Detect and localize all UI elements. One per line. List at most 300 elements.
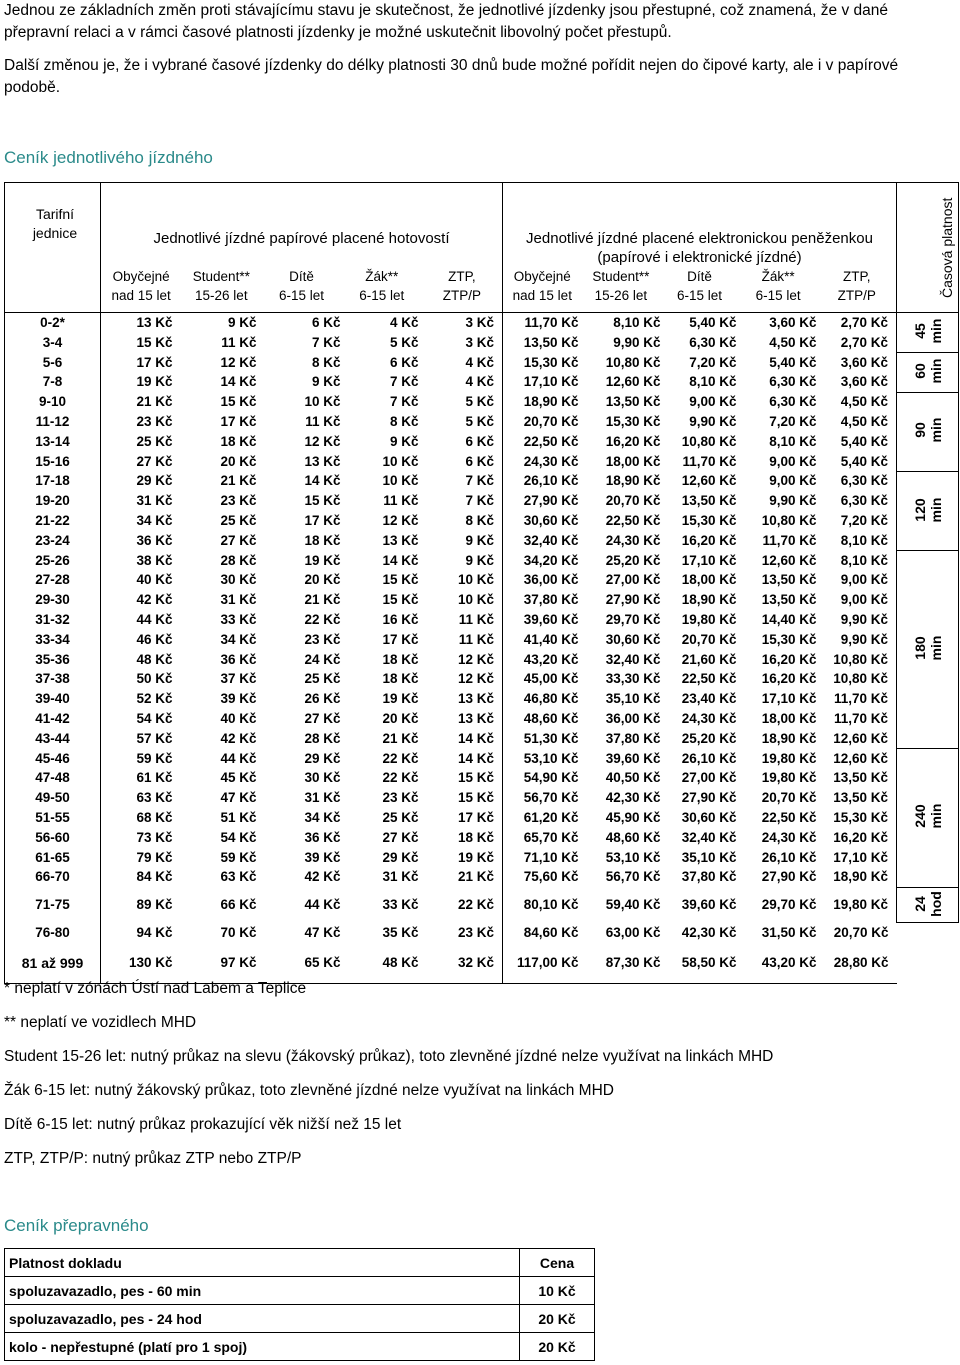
electronic-price-cell: 9,90 Kč [840, 611, 889, 627]
electronic-price-cell: 17,10 Kč [523, 374, 579, 390]
electronic-price-cell: 8,10 Kč [769, 433, 817, 449]
paper-price-cell: 61 Kč [136, 770, 173, 786]
fare-row [5, 887, 959, 923]
paper-price-cell: 31 Kč [382, 869, 419, 885]
paper-price-cell: 50 Kč [136, 671, 173, 687]
paper-price-cell: 48 Kč [349, 943, 427, 984]
fare-row [5, 432, 959, 452]
paper-price-cell: 6 Kč [311, 315, 341, 330]
electronic-price-cell: 19,80 Kč [761, 750, 817, 766]
fare-row [5, 551, 959, 571]
electronic-price-cell: 35,10 Kč [605, 691, 661, 707]
category-age: ZTP/P [442, 288, 482, 303]
paper-price-cell: 21 Kč [427, 867, 503, 887]
note-student: Student 15-26 let: nutný průkaz na slevu (žákovský průkaz), toto zlevněné jízdné nelze využívat na linkách MHD [4, 1048, 774, 1066]
fare-row [5, 689, 959, 709]
electronic-price-cell: 12,60 Kč [833, 730, 889, 746]
electronic-price-cell: 53,10 Kč [523, 750, 579, 766]
category-header [181, 267, 261, 305]
intro-paragraph-1: Jednou ze základních změn proti stávajícímu stavu je skutečnost, že jednotlivé jízdenky jsou přestupné, což znamená, že v dané přepravní relaci a v rámci časové platnosti jízdenky je možné uskutečnit libovolný počet přestupů. [4, 2, 888, 41]
paper-price-cell: 9 Kč [227, 315, 257, 330]
paper-price-cell: 29 Kč [304, 750, 341, 766]
electronic-price-cell: 25,20 Kč [605, 552, 661, 568]
paper-price-cell: 9 Kč [311, 374, 341, 390]
paper-price-cell: 57 Kč [136, 730, 173, 746]
category-header [101, 267, 181, 305]
paper-price-cell: 25 Kč [136, 433, 173, 449]
electronic-price-cell: 27,90 Kč [523, 493, 579, 509]
paper-price-cell: 10 Kč [427, 590, 503, 610]
paper-price-cell: 9 Kč [427, 551, 503, 571]
electronic-price-cell: 36,00 Kč [605, 710, 661, 726]
category-header [582, 267, 661, 305]
electronic-price-cell: 11,70 Kč [762, 532, 817, 548]
electronic-price-cell: 6,30 Kč [769, 374, 817, 390]
zone-cell: 61-65 [5, 848, 101, 868]
electronic-price-cell: 5,40 Kč [840, 433, 889, 449]
zone-cell: 27-28 [5, 570, 101, 590]
fare-row [5, 630, 959, 650]
electronic-price-cell: 11,70 Kč [682, 453, 737, 469]
paper-price-cell: 7 Kč [311, 334, 341, 350]
zone-cell: 47-48 [5, 768, 101, 788]
zone-cell: 23-24 [5, 531, 101, 551]
electronic-price-cell: 6,30 Kč [840, 493, 889, 509]
validity-label: 90 min [911, 417, 944, 443]
electronic-price-cell: 37,80 Kč [523, 592, 579, 608]
fare-row [5, 749, 959, 769]
electronic-price-cell: 56,70 Kč [523, 790, 579, 806]
electronic-price-cell: 9,00 Kč [840, 592, 889, 608]
paper-price-cell: 22 Kč [382, 770, 419, 786]
electronic-price-cell: 51,30 Kč [523, 730, 579, 746]
luggage-header-price: Cena [520, 1249, 595, 1277]
category-header [660, 267, 739, 305]
fare-row [5, 729, 959, 749]
paper-price-cell: 13 Kč [427, 709, 503, 729]
electronic-price-cell: 65,70 Kč [523, 829, 579, 845]
electronic-price-cell: 27,90 Kč [681, 790, 737, 806]
luggage-row [5, 1333, 595, 1361]
category-header [342, 267, 422, 305]
electronic-price-cell: 29,70 Kč [761, 897, 817, 913]
paper-price-cell: 11 Kč [383, 493, 419, 509]
electronic-price-cell: 2,70 Kč [840, 315, 889, 330]
electronic-price-cell: 71,10 Kč [523, 849, 579, 865]
electronic-price-cell: 34,20 Kč [523, 552, 579, 568]
paper-price-cell: 16 Kč [382, 611, 419, 627]
electronic-price-cell: 23,40 Kč [681, 691, 737, 707]
electronic-price-cell: 8,10 Kč [689, 374, 737, 390]
electronic-price-cell: 20,70 Kč [605, 493, 661, 509]
fare-row [5, 511, 959, 531]
electronic-price-cell: 18,00 Kč [605, 453, 661, 469]
paper-price-cell: 8 Kč [311, 354, 341, 370]
electronic-price-cell: 56,70 Kč [605, 869, 661, 885]
electronic-price-cell: 58,50 Kč [669, 943, 745, 984]
electronic-price-cell: 26,10 Kč [761, 849, 817, 865]
paper-price-cell: 30 Kč [304, 770, 341, 786]
electronic-price-cell: 11,70 Kč [524, 315, 579, 330]
paper-price-cell: 130 Kč [101, 943, 181, 984]
electronic-price-cell: 40,50 Kč [605, 770, 661, 786]
paper-price-cell: 32 Kč [427, 943, 503, 984]
electronic-price-cell: 13,50 Kč [681, 493, 737, 509]
paper-price-cell: 12 Kč [304, 433, 341, 449]
paper-price-cell: 47 Kč [220, 790, 257, 806]
electronic-price-cell: 4,50 Kč [769, 334, 817, 350]
paper-price-cell: 48 Kč [136, 651, 173, 667]
electronic-price-cell: 10,80 Kč [833, 671, 889, 687]
note-mhd: ** neplatí ve vozidlech MHD [4, 1014, 197, 1032]
electronic-price-cell: 10,80 Kč [833, 651, 889, 667]
paper-price-cell: 19 Kč [382, 691, 419, 707]
electronic-price-cell: 10,80 Kč [605, 354, 661, 370]
electronic-price-cell: 37,80 Kč [605, 730, 661, 746]
paper-price-cell: 15 Kč [136, 334, 173, 350]
paper-price-cell: 20 Kč [382, 710, 419, 726]
paper-price-cell: 22 Kč [382, 750, 419, 766]
zone-cell: 29-30 [5, 590, 101, 610]
paper-price-cell: 36 Kč [304, 829, 341, 845]
luggage-header-item: Platnost dokladu [5, 1249, 520, 1277]
electronic-price-cell: 18,90 Kč [833, 869, 889, 885]
electronic-price-cell: 22,50 Kč [523, 433, 579, 449]
note-zak: Žák 6-15 let: nutný žákovský průkaz, toto zlevněné jízdné nelze využívat na linkách MHD [4, 1082, 614, 1100]
electronic-price-cell: 28,80 Kč [825, 943, 897, 984]
electronic-price-cell: 7,20 Kč [769, 413, 817, 429]
paper-price-cell: 26 Kč [304, 691, 341, 707]
electronic-price-cell: 36,00 Kč [523, 572, 579, 588]
category-header [422, 267, 502, 305]
electronic-price-cell: 9,00 Kč [689, 394, 737, 410]
fare-row [5, 570, 959, 590]
validity-cell [897, 353, 959, 393]
paper-price-cell: 8 Kč [389, 413, 419, 429]
luggage-item: spoluzavazadlo, pes - 60 min [5, 1277, 520, 1305]
paper-price-cell: 9 Kč [427, 531, 503, 551]
paper-price-cell: 25 Kč [382, 809, 419, 825]
paper-price-cell: 31 Kč [304, 790, 341, 806]
electronic-price-cell: 7,20 Kč [840, 512, 889, 528]
electronic-price-cell: 15,30 Kč [681, 512, 737, 528]
paper-price-cell: 20 Kč [304, 572, 341, 588]
zone-cell: 25-26 [5, 551, 101, 571]
paper-price-cell: 34 Kč [220, 631, 257, 647]
electronic-price-cell: 18,00 Kč [761, 710, 817, 726]
paper-price-cell: 13 Kč [136, 315, 173, 330]
zone-cell: 11-12 [5, 412, 101, 432]
paper-price-cell: 3 Kč [427, 313, 503, 333]
luggage-row [5, 1305, 595, 1333]
luggage-price: 10 Kč [520, 1277, 595, 1305]
electronic-price-cell: 20,70 Kč [761, 790, 817, 806]
paper-price-cell: 15 Kč [220, 394, 257, 410]
category-header [817, 267, 896, 305]
paper-price-cell: 73 Kč [136, 829, 173, 845]
paper-price-cell: 9 Kč [389, 433, 419, 449]
paper-price-cell: 28 Kč [220, 552, 257, 568]
validity-label: 240 min [911, 803, 944, 829]
paper-price-cell: 18 Kč [304, 532, 341, 548]
electronic-price-cell: 45,90 Kč [605, 809, 661, 825]
paper-price-cell: 22 Kč [427, 887, 503, 923]
electronic-price-cell: 12,60 Kč [681, 473, 737, 489]
fare-row [5, 848, 959, 868]
fare-row [5, 709, 959, 729]
zone-cell: 66-70 [5, 867, 101, 887]
zone-cell: 3-4 [5, 333, 101, 353]
electronic-price-cell: 24,30 Kč [761, 829, 817, 845]
paper-price-cell: 21 Kč [304, 592, 341, 608]
fare-section-title: Ceník jednotlivého jízdného [4, 148, 213, 167]
electronic-price-cell: 16,20 Kč [833, 829, 889, 845]
electronic-price-cell: 20,70 Kč [523, 413, 579, 429]
paper-price-cell: 39 Kč [220, 691, 257, 707]
paper-price-cell: 5 Kč [427, 412, 503, 432]
paper-price-cell: 18 Kč [427, 828, 503, 848]
paper-price-cell: 17 Kč [136, 354, 173, 370]
paper-price-cell: 94 Kč [136, 924, 173, 940]
fare-row [5, 610, 959, 630]
electronic-price-cell: 20,70 Kč [681, 631, 737, 647]
paper-price-cell: 27 Kč [220, 532, 257, 548]
electronic-price-cell: 42,30 Kč [605, 790, 661, 806]
category-name: Dítě [687, 269, 712, 284]
paper-price-cell: 4 Kč [427, 372, 503, 392]
electronic-price-cell: 21,60 Kč [681, 651, 737, 667]
electronic-price-cell: 13,50 Kč [523, 334, 579, 350]
fare-row [5, 452, 959, 472]
category-age: 6-15 let [755, 288, 801, 303]
paper-price-cell: 29 Kč [382, 849, 419, 865]
electronic-price-cell: 87,30 Kč [587, 943, 669, 984]
paper-price-cell: 54 Kč [136, 710, 173, 726]
fare-row [5, 923, 959, 943]
category-name: Student** [192, 269, 250, 284]
electronic-price-cell: 18,90 Kč [681, 592, 737, 608]
electronic-price-cell: 16,20 Kč [605, 433, 661, 449]
electronic-price-cell: 53,10 Kč [605, 849, 661, 865]
paper-price-cell: 12 Kč [427, 669, 503, 689]
electronic-price-cell: 13,50 Kč [833, 790, 889, 806]
paper-price-cell: 5 Kč [427, 392, 503, 412]
electronic-price-cell: 13,50 Kč [761, 572, 817, 588]
electronic-price-cell: 26,10 Kč [681, 750, 737, 766]
paper-price-cell: 42 Kč [220, 730, 257, 746]
electronic-price-cell: 61,20 Kč [523, 809, 579, 825]
paper-price-cell: 21 Kč [220, 473, 257, 489]
paper-price-cell: 25 Kč [304, 671, 341, 687]
note-dite: Dítě 6-15 let: nutný průkaz prokazující věk nižší než 15 let [4, 1116, 402, 1134]
zone-cell: 33-34 [5, 630, 101, 650]
paper-price-cell: 36 Kč [136, 532, 173, 548]
luggage-section-title: Ceník přepravného [4, 1216, 149, 1235]
paper-price-cell: 33 Kč [220, 611, 257, 627]
paper-price-cell: 13 Kč [304, 453, 341, 469]
paper-price-cell: 23 Kč [220, 493, 257, 509]
electronic-price-cell: 17,10 Kč [761, 691, 817, 707]
electronic-price-cell: 14,40 Kč [761, 611, 817, 627]
paper-price-cell: 31 Kč [136, 493, 173, 509]
paper-price-cell: 27 Kč [304, 710, 341, 726]
electronic-price-cell: 43,20 Kč [523, 651, 579, 667]
fare-row [5, 471, 959, 491]
paper-price-cell: 27 Kč [136, 453, 173, 469]
electronic-price-cell: 42,30 Kč [681, 924, 737, 940]
paper-price-cell: 15 Kč [427, 788, 503, 808]
paper-price-cell: 39 Kč [304, 849, 341, 865]
paper-price-cell: 23 Kč [304, 631, 341, 647]
paper-price-cell: 84 Kč [136, 869, 173, 885]
paper-price-cell: 63 Kč [220, 869, 257, 885]
electronic-price-cell: 32,40 Kč [681, 829, 737, 845]
paper-price-cell: 6 Kč [427, 452, 503, 472]
electronic-price-cell: 13,50 Kč [833, 770, 889, 786]
electronic-price-cell: 43,20 Kč [745, 943, 825, 984]
fare-row [5, 333, 959, 353]
electronic-price-cell: 3,60 Kč [840, 374, 889, 390]
electronic-price-cell: 13,50 Kč [605, 394, 661, 410]
electronic-price-cell: 39,60 Kč [523, 611, 579, 627]
fare-row [5, 590, 959, 610]
electronic-price-cell: 22,50 Kč [761, 809, 817, 825]
paper-price-cell: 11 Kč [221, 334, 257, 350]
electronic-price-cell: 46,80 Kč [523, 691, 579, 707]
electronic-price-cell: 24,30 Kč [523, 453, 579, 469]
paper-price-cell: 6 Kč [427, 432, 503, 452]
validity-cell [897, 887, 959, 923]
validity-label: 24 hod [911, 890, 944, 917]
paper-category-headers [101, 267, 502, 305]
fare-row [5, 392, 959, 412]
electronic-price-cell: 9,90 Kč [689, 413, 737, 429]
zone-cell: 49-50 [5, 788, 101, 808]
electronic-price-cell: 35,10 Kč [681, 849, 737, 865]
paper-price-cell: 89 Kč [136, 897, 173, 913]
paper-price-cell: 63 Kč [136, 790, 173, 806]
electronic-price-cell: 8,10 Kč [840, 552, 889, 568]
electronic-price-cell: 48,60 Kč [605, 829, 661, 845]
electronic-price-cell: 30,60 Kč [605, 631, 661, 647]
paper-price-cell: 54 Kč [220, 829, 257, 845]
paper-price-cell: 23 Kč [382, 790, 419, 806]
paper-price-cell: 14 Kč [304, 473, 341, 489]
category-age: ZTP/P [837, 288, 876, 303]
paper-price-cell: 22 Kč [304, 611, 341, 627]
electronic-price-cell: 11,70 Kč [833, 691, 889, 707]
electronic-price-cell: 10,80 Kč [681, 433, 737, 449]
paper-price-cell: 15 Kč [382, 572, 419, 588]
electronic-price-cell: 8,10 Kč [613, 315, 661, 330]
electronic-price-cell: 15,30 Kč [523, 354, 579, 370]
electronic-price-cell: 32,40 Kč [523, 532, 579, 548]
zone-cell: 71-75 [5, 887, 101, 923]
zone-cell: 7-8 [5, 372, 101, 392]
validity-cell [897, 749, 959, 888]
validity-label: 45 min [911, 318, 944, 344]
electronic-price-cell: 13,50 Kč [761, 592, 817, 608]
note-zones: * neplatí v zónách Ústí nad Labem a Teplice [4, 980, 307, 997]
electronic-price-cell: 59,40 Kč [605, 897, 661, 913]
zone-cell: 37-38 [5, 669, 101, 689]
category-header [503, 267, 582, 305]
fare-row [5, 788, 959, 808]
paper-price-cell: 33 Kč [382, 897, 419, 913]
paper-price-cell: 7 Kč [427, 491, 503, 511]
electronic-price-cell: 84,60 Kč [523, 924, 579, 940]
electronic-price-cell: 48,60 Kč [523, 710, 579, 726]
electronic-category-headers [503, 267, 896, 305]
electronic-price-cell: 17,10 Kč [681, 552, 737, 568]
electronic-price-cell: 27,00 Kč [605, 572, 661, 588]
paper-price-cell: 11 Kč [427, 630, 503, 650]
paper-price-cell: 17 Kč [304, 512, 341, 528]
category-header [739, 267, 818, 305]
zone-cell: 39-40 [5, 689, 101, 709]
paper-price-cell: 38 Kč [136, 552, 173, 568]
electronic-price-cell: 18,90 Kč [605, 473, 661, 489]
electronic-price-cell: 9,90 Kč [840, 631, 889, 647]
paper-price-cell: 31 Kč [220, 592, 257, 608]
electronic-price-cell: 2,70 Kč [840, 334, 889, 350]
paper-price-cell: 18 Kč [382, 651, 419, 667]
paper-price-cell: 34 Kč [136, 512, 173, 528]
fare-table-body [5, 313, 959, 984]
electronic-price-cell: 27,90 Kč [761, 869, 817, 885]
fare-row [5, 828, 959, 848]
electronic-price-cell: 17,10 Kč [833, 849, 889, 865]
paper-price-cell: 17 Kč [382, 631, 419, 647]
notes [4, 978, 954, 1183]
electronic-price-cell: 9,90 Kč [613, 334, 661, 350]
paper-price-cell: 34 Kč [304, 809, 341, 825]
electronic-price-cell: 12,60 Kč [761, 552, 817, 568]
validity-label: 60 min [911, 358, 944, 384]
electronic-price-cell: 4,50 Kč [840, 413, 889, 429]
paper-price-cell: 3 Kč [427, 333, 503, 353]
paper-price-cell: 17 Kč [220, 413, 257, 429]
electronic-price-cell: 16,20 Kč [681, 532, 737, 548]
electronic-price-cell: 11,70 Kč [833, 710, 889, 726]
luggage-item: spoluzavazadlo, pes - 24 hod [5, 1305, 520, 1333]
category-name: ZTP, [448, 269, 476, 284]
paper-price-cell: 10 Kč [427, 570, 503, 590]
paper-price-cell: 12 Kč [220, 354, 257, 370]
electronic-price-cell: 26,10 Kč [523, 473, 579, 489]
paper-price-cell: 15 Kč [382, 592, 419, 608]
electronic-price-cell: 15,30 Kč [761, 631, 817, 647]
electronic-price-cell: 75,60 Kč [523, 869, 579, 885]
note-ztp: ZTP, ZTP/P: nutný průkaz ZTP nebo ZTP/P [4, 1150, 302, 1168]
paper-price-cell: 27 Kč [382, 829, 419, 845]
validity-label: 120 min [911, 497, 944, 523]
luggage-price: 20 Kč [520, 1333, 595, 1361]
paper-price-cell: 11 Kč [305, 413, 341, 429]
zone-cell: 17-18 [5, 471, 101, 491]
electronic-price-cell: 24,30 Kč [681, 710, 737, 726]
zone-cell: 13-14 [5, 432, 101, 452]
electronic-price-cell: 22,50 Kč [605, 512, 661, 528]
paper-price-cell: 66 Kč [220, 897, 257, 913]
electronic-price-cell: 32,40 Kč [605, 651, 661, 667]
fare-row [5, 531, 959, 551]
electronic-price-cell: 33,30 Kč [605, 671, 661, 687]
paper-price-cell: 23 Kč [136, 413, 173, 429]
validity-header: Časová platnost [897, 183, 959, 313]
paper-price-cell: 42 Kč [136, 592, 173, 608]
paper-price-cell: 44 Kč [136, 611, 173, 627]
